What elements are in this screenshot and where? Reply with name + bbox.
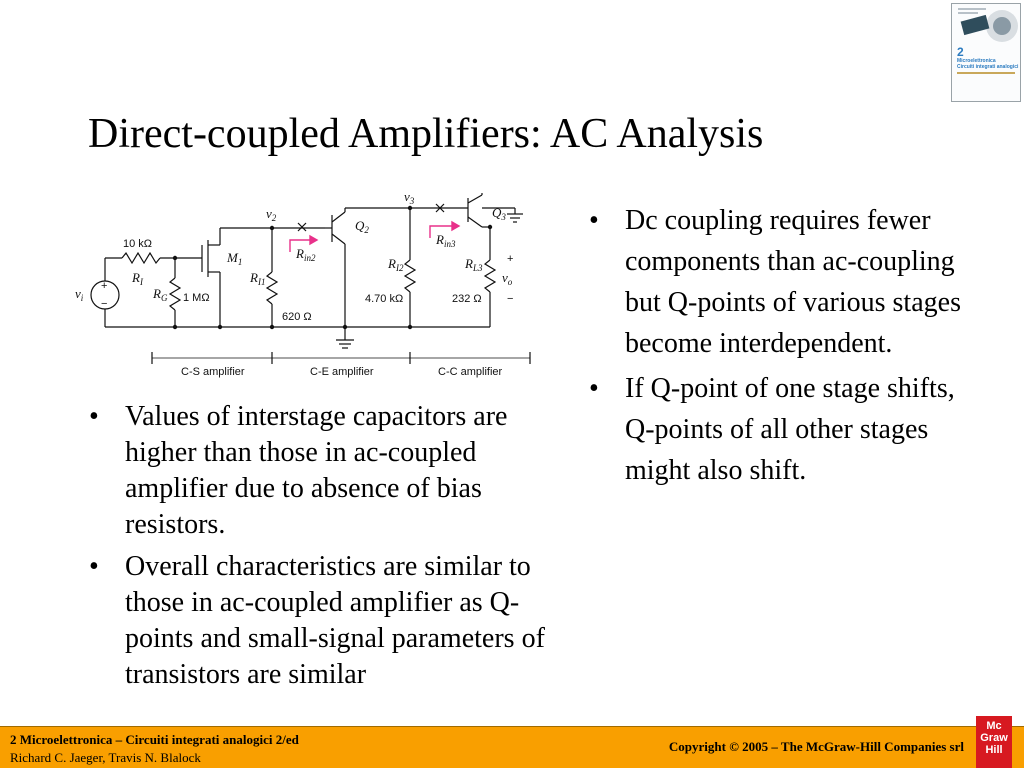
book-cover-thumbnail <box>951 3 1021 102</box>
rl3-value-label: 232 Ω <box>452 293 482 305</box>
slide-title: Direct-coupled Amplifiers: AC Analysis <box>88 111 764 157</box>
footer-authors: Richard C. Jaeger, Travis N. Blalock <box>10 750 201 765</box>
cs-amplifier-label: C-S amplifier <box>181 366 245 378</box>
vo-plus: + <box>507 253 514 265</box>
cc-amplifier-label: C-C amplifier <box>438 366 503 378</box>
q3-label: $Q_3$ <box>492 205 506 222</box>
rg-label: $R_G$ <box>153 286 168 303</box>
cover-number: 2 <box>957 45 964 59</box>
ce-amplifier-label: C-E amplifier <box>310 366 374 378</box>
ri-value-label: 10 kΩ <box>123 238 153 250</box>
r11-value-label: 620 Ω <box>282 311 312 323</box>
cover-artwork <box>952 4 1020 44</box>
ri-label: $R_I$ <box>132 270 143 287</box>
cover-title: Microelettronica <box>957 58 996 64</box>
vo-minus: − <box>507 293 514 305</box>
bullet-icon: • <box>589 373 599 404</box>
bullet-icon: • <box>89 551 99 582</box>
v3-label: $v_3$ <box>404 190 415 206</box>
mcgraw-hill-logo: Mc Graw Hill <box>976 716 1012 768</box>
amplifier-circuit-diagram <box>70 190 550 385</box>
list-item: • Values of interstage capacitors are higher than those in ac-coupled amplifier due to absence of bias resistors. <box>89 401 508 540</box>
left-bullet-list <box>87 399 547 699</box>
list-item: • Dc coupling requires fewer components than ac-coupling but Q-points of various stages become interdependent. <box>587 200 987 364</box>
r11-label: $R_{I1}$ <box>250 270 266 287</box>
vi-label: $v_i$ <box>75 286 84 303</box>
m1-label: $M_1$ <box>227 250 243 267</box>
r12-value-label: 4.70 kΩ <box>365 293 404 305</box>
vi-plus: + <box>101 280 108 292</box>
vi-minus: − <box>101 298 108 310</box>
bullet-icon: • <box>589 205 599 236</box>
list-item: • If Q-point of one stage shifts, Q-points of all other stages might also shift. <box>587 368 987 491</box>
rl3-label: $R_{L3}$ <box>465 256 483 273</box>
footer-copyright: Copyright © 2005 – The McGraw-Hill Companies srl <box>668 739 964 754</box>
cover-subtitle: Circuiti integrati analogici <box>957 64 1019 70</box>
q2-label: $Q_2$ <box>355 218 369 235</box>
footer-book-title: 2 Microelettronica – Circuiti integrati analogici 2/ed <box>10 732 299 747</box>
bullet-icon: • <box>89 401 99 432</box>
right-bullet-list <box>587 200 987 495</box>
v2-label: $v_2$ <box>266 206 277 223</box>
rg-value-label: 1 MΩ <box>183 292 210 304</box>
r12-label: $R_{I2}$ <box>388 256 404 273</box>
cover-bar <box>957 72 1015 74</box>
rin2-label: $R_{in2}$ <box>296 246 316 263</box>
list-item: • Overall characteristics are similar to those in ac-coupled amplifier as Q-points and small-signal parameters of transistors are similar <box>89 551 545 690</box>
slide-footer <box>0 726 1024 768</box>
vo-label: $v_o$ <box>502 270 513 287</box>
rin3-label: $R_{in3}$ <box>436 232 456 249</box>
